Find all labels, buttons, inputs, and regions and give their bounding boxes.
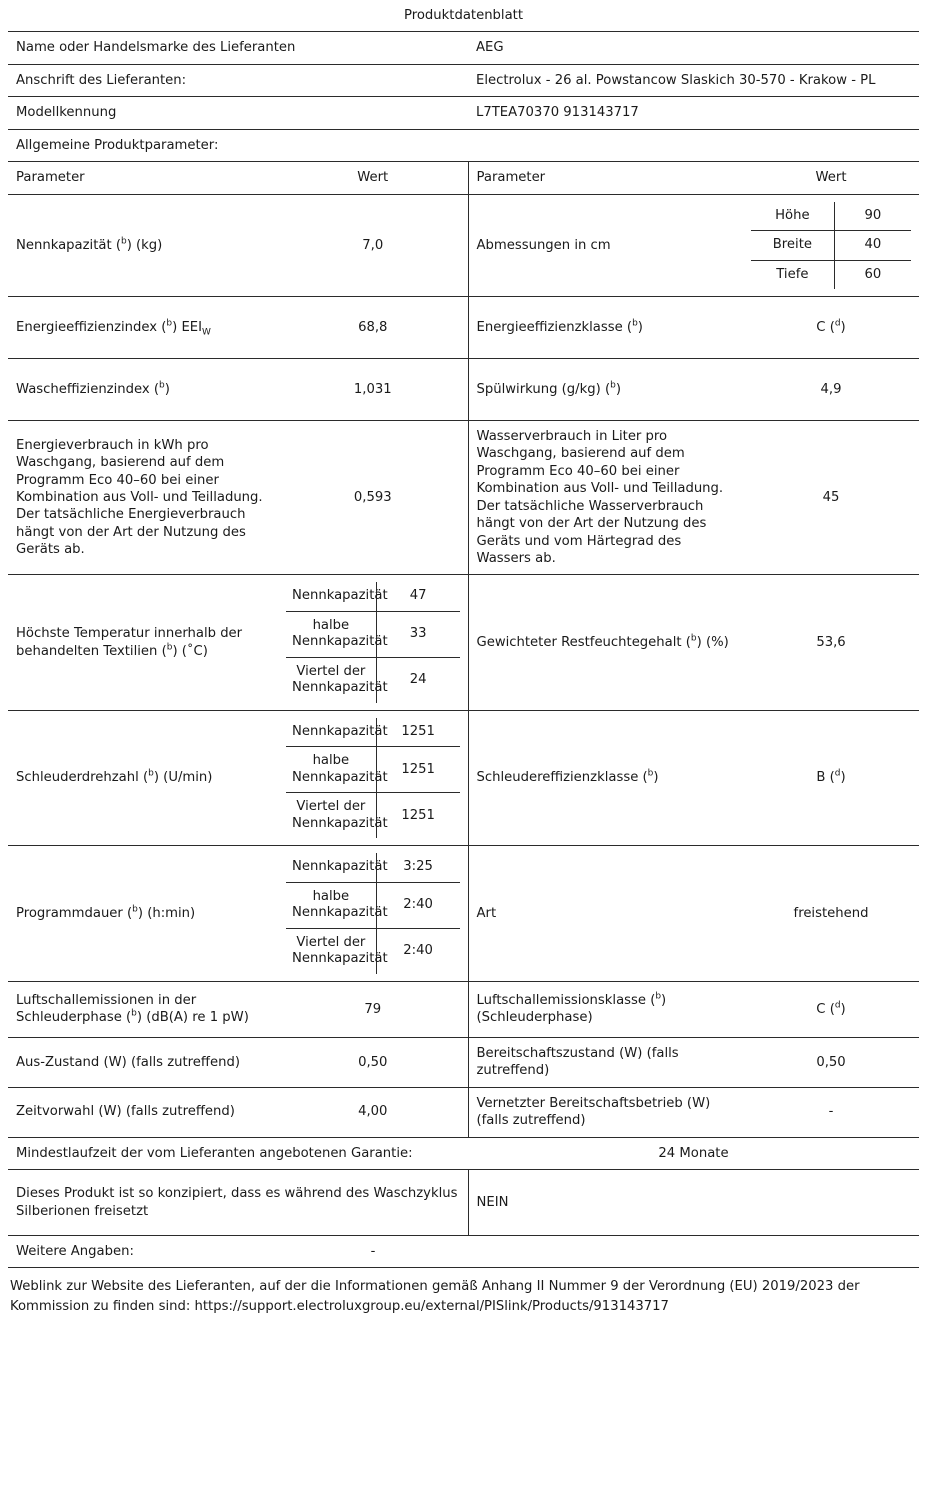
rinse-label: Spülwirkung (g/kg) ($^b$) [468,359,743,421]
warranty-row [8,1137,919,1169]
temperature-load-label-quarter: Viertel der Nennkapazität [286,657,376,703]
supplier-name-label: Name oder Handelsmarke des Lieferanten [8,32,468,64]
networked-standby-value: - [743,1087,919,1137]
type-value: freistehend [743,846,919,982]
model-row [8,97,919,129]
spin-load-value-quarter: 1251 [376,793,459,839]
duration-load-value-full: 3:25 [376,853,459,882]
spin-load-label-half: halbe Nennkapazität [286,747,376,793]
spin-speed-row [8,710,919,846]
model-label: Modellkennung [8,97,468,129]
temperature-load-value-quarter: 24 [376,657,459,703]
supplier-address-label: Anschrift des Lieferanten: [8,64,468,96]
duration-load-quarter [286,928,460,974]
footnote-b: b [131,1009,137,1020]
silver-ions-label: Dieses Produkt ist so konzipiert, dass es während des Waschzyklus Silberionen freisetzt [8,1170,468,1236]
temperature-load-quarter [286,657,460,703]
footnote-b: b [166,318,173,329]
dimension-label-depth: Tiefe [751,260,834,289]
header-parameter-2: Parameter [468,162,743,194]
dimensions-table-cell [743,194,919,297]
spin-load-quarter [286,793,460,839]
spin-load-full [286,718,460,747]
spin-loads-cell [278,710,468,846]
capacity-row [8,194,919,297]
footnote-b: b [610,380,616,391]
footnote-b: b [655,991,662,1002]
general-parameters-row [8,129,919,161]
wash-efficiency-row [8,359,919,421]
further-info-row [8,1236,919,1268]
further-info-value: - [278,1236,468,1268]
temperature-load-label-half: halbe Nennkapazität [286,611,376,657]
off-mode-row [8,1037,919,1087]
temperature-loads-cell [278,575,468,711]
footnote-b: b [647,769,654,780]
water-consumption-value: 45 [743,421,919,575]
energy-consumption-value: 0,593 [278,421,468,575]
spin-load-half [286,747,460,793]
moisture-label: Gewichteter Restfeuchtegehalt ($^b$) (%) [468,575,743,711]
temperature-load-value-half: 33 [376,611,459,657]
spin-load-value-full: 1251 [376,718,459,747]
spin-loads-table [286,718,460,839]
noise-value: 79 [278,981,468,1037]
capacity-label: Nennkapazität ($^b$) (kg) [8,194,278,297]
warranty-value: 24 Monate [468,1137,919,1169]
supplier-name-row [8,32,919,64]
temperature-row [8,575,919,711]
eei-label: Energieeffizienzindex ($^b$) $EEI_W$ [8,297,278,359]
duration-load-full [286,853,460,882]
spin-load-label-full: Nennkapazität [292,723,388,739]
footnote-d: d [834,769,841,780]
footnote-b: b [132,904,138,915]
temperature-loads-table [286,582,460,703]
delay-start-label: Zeitvorwahl (W) (falls zutreffend) [8,1087,278,1137]
supplier-address-row [8,64,919,96]
spin-speed-label: Schleuderdrehzahl ($^b$) (U/min) [8,710,278,846]
dimension-value-height: 90 [834,202,911,231]
type-label: Art [468,846,743,982]
dimensions-label: Abmessungen in cm [468,194,743,297]
duration-label: Programmdauer ($^b$) (h:min) [8,846,278,982]
temperature-load-value-full: 47 [376,582,459,611]
delay-start-row [8,1087,919,1137]
footnote-b: b [120,236,127,247]
duration-load-label-half: halbe Nennkapazität [286,882,376,928]
standby-label: Bereitschaftszustand (W) (falls zutreffend) [468,1037,743,1087]
spin-load-label-quarter: Viertel der Nennkapazität [286,793,376,839]
weblink-note: Weblink zur Website des Lieferanten, auf der die Informationen gemäß Anhang II Nummer 9 der Verordnung (EU) 2019/2023 der Kommission zu finden sind: https://support.electroluxgroup.eu/external/PISlink/Products/913143717 [10,1279,860,1314]
duration-load-half [286,882,460,928]
rinse-value: 4,9 [743,359,919,421]
page-title: Produktdatenblatt [404,8,524,23]
header-parameter-1: Parameter [8,162,278,194]
noise-label: Luftschallemissionen in der Schleuderphase ($^b$) (dB(A) re 1 pW) [8,981,278,1037]
duration-load-value-half: 2:40 [376,882,459,928]
off-mode-value: 0,50 [278,1037,468,1087]
duration-loads-table [286,853,460,974]
column-header-row [8,162,919,194]
temperature-load-label-full: Nennkapazität [292,588,388,604]
spin-load-value-half: 1251 [376,747,459,793]
footnote-d: d [834,318,841,329]
duration-load-value-quarter: 2:40 [376,928,459,974]
dimensions-table [751,202,911,290]
eei-row [8,297,919,359]
off-mode-label: Aus-Zustand (W) (falls zutreffend) [8,1037,278,1087]
networked-standby-label: Vernetzter Bereitschaftsbetrieb (W) (falls zutreffend) [468,1087,743,1137]
further-info-label: Weitere Angaben: [8,1236,278,1268]
further-info-empty [468,1236,919,1268]
silver-ions-row [8,1170,919,1236]
duration-load-label-quarter: Viertel der Nennkapazität [286,928,376,974]
general-parameters-title: Allgemeine Produktparameter: [8,129,919,161]
footnote-b: b [690,633,697,644]
duration-load-label-full: Nennkapazität [292,859,388,875]
noise-row [8,981,919,1037]
dimension-value-depth: 60 [834,260,911,289]
dimension-label-height: Höhe [775,207,810,223]
footnote-d: d [834,1000,841,1011]
product-fiche-table [8,0,919,1268]
noise-class-label: Luftschallemissionsklasse ($^b$) (Schleuderphase) [468,981,743,1037]
dimension-value-width: 40 [834,231,911,261]
footnote-b: b [166,642,173,653]
eei-value: 68,8 [278,297,468,359]
capacity-value: 7,0 [278,194,468,297]
temperature-load-full [286,582,460,611]
energy-class-label: Energieeffizienzklasse ($^b$) [468,297,743,359]
header-wert-1: Wert [278,162,468,194]
noise-class-value: C ($^d$) [743,981,919,1037]
footnote-b: b [632,318,638,329]
spin-class-value: B ($^d$) [743,710,919,846]
wash-efficiency-label: Wascheffizienzindex ($^b$) [8,359,278,421]
delay-start-value: 4,00 [278,1087,468,1137]
dimension-label-width: Breite [751,231,834,261]
supplier-name-value: AEG [468,32,919,64]
supplier-address-value: Electrolux - 26 al. Powstancow Slaskich 30-570 - Krakow - PL [468,64,919,96]
model-value: L7TEA70370 913143717 [468,97,919,129]
energy-consumption-label: Energieverbrauch in kWh pro Waschgang, basierend auf dem Programm Eco 40–60 bei einer Kombination aus Voll- und Teilladung. Der tatsächliche Energieverbrauch hängt von der Art der Nutzung des Geräts ab. [8,421,278,575]
footnote-b: b [148,769,154,780]
wash-efficiency-value: 1,031 [278,359,468,421]
header-wert-2: Wert [743,162,919,194]
standby-value: 0,50 [743,1037,919,1087]
spin-class-label: Schleudereffizienzklasse ($^b$) [468,710,743,846]
moisture-value: 53,6 [743,575,919,711]
warranty-label: Mindestlaufzeit der vom Lieferanten angebotenen Garantie: [8,1137,468,1169]
silver-ions-value: NEIN [468,1170,919,1236]
document-title-row [8,0,919,32]
water-consumption-label: Wasserverbrauch in Liter pro Waschgang, basierend auf dem Programm Eco 40–60 bei einer Kombination aus Voll- und Teilladung. Der tatsächliche Wasserverbrauch hängt von der Art der Nutzung des Geräts und vom Härtegrad des Wassers ab. [468,421,743,575]
dimension-row-height [751,202,911,231]
consumption-row [8,421,919,575]
temperature-load-half [286,611,460,657]
dimension-row-width [751,231,911,261]
eei-subscript: W [202,327,211,338]
duration-loads-cell [278,846,468,982]
duration-row [8,846,919,982]
footnote-b: b [159,380,165,391]
dimension-row-depth [751,260,911,289]
temperature-label: Höchste Temperatur innerhalb der behandelten Textilien ($^b$) (˚C) [8,575,278,711]
energy-class-value: C ($^d$) [743,297,919,359]
